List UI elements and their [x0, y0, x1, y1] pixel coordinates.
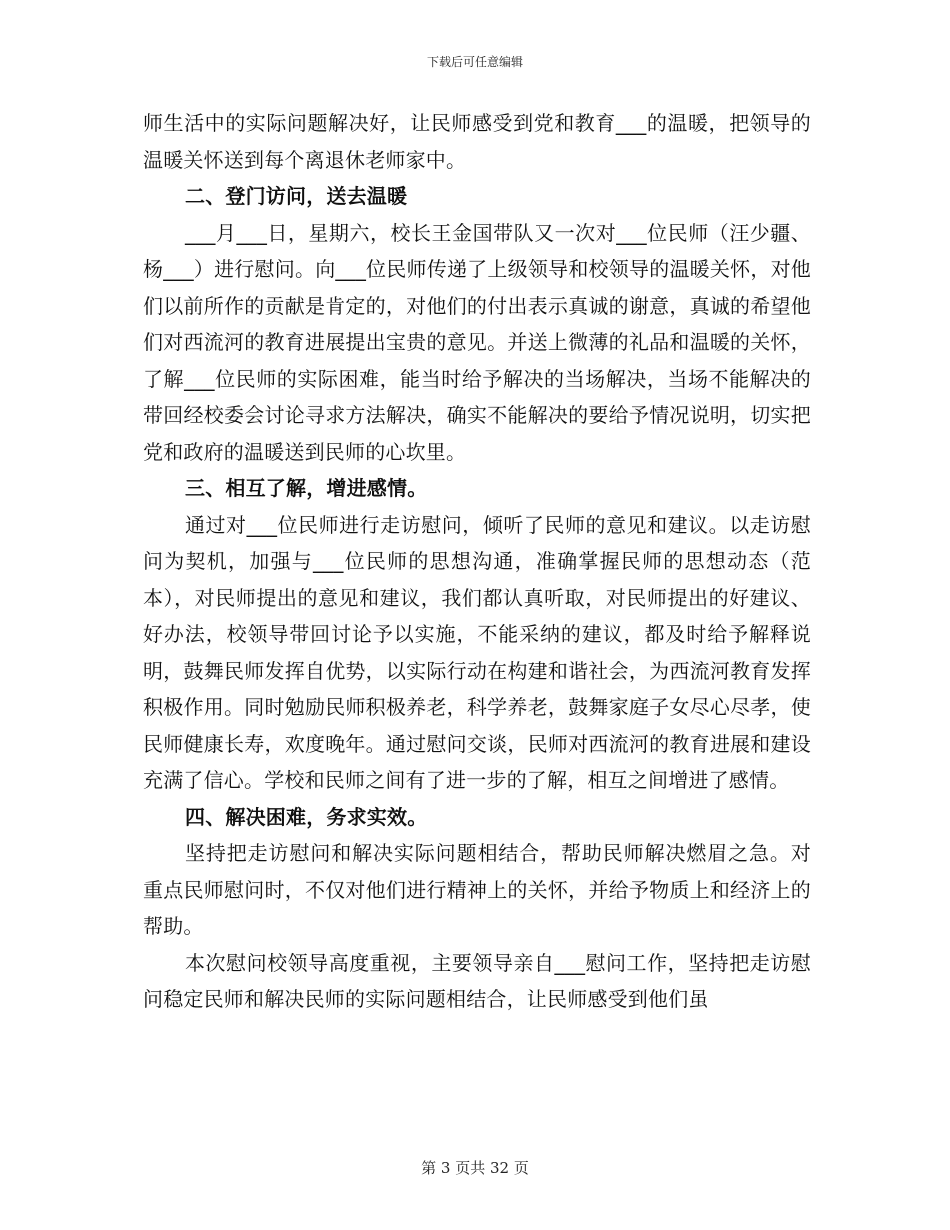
paragraph-continuation: 师生活中的实际问题解决好，让民师感受到党和教育___的温暖，把领导的温暖关怀送到每个离退休老师家中。: [143, 111, 811, 172]
paragraph-visit: ___月___日，星期六，校长王金国带队又一次对___位民师（汪少疆、杨___）进行慰问。向___位民师传递了上级领导和校领导的温暖关怀，对他们以前所作的贡献是肯定的，对他们的付出表示真诚的谢意，真诚的希望他们对西流河的教育进展提出宝贵的意见。并送上微薄的礼品和温暖的关怀，了解___位民师的实际困难，能当时给予解决的当场解决，当场不能解决的带回经校委会讨论寻求方法解决，确实不能解决的要给予情况说明，切实把党和政府的温暖送到民师的心坎里。: [143, 220, 811, 464]
paragraph-leadership: 本次慰问校领导高度重视，主要领导亲自___慰问工作，坚持把走访慰问稳定民师和解决民师的实际问题相结合，让民师感受到他们虽: [143, 950, 811, 1011]
page-number: 第 3 页共 32 页: [421, 1159, 529, 1177]
section-heading-2: 二、登门访问，送去温暖: [185, 184, 408, 208]
paragraph-solve-difficulties: 坚持把走访慰问和解决实际问题相结合，帮助民师解决燃眉之急。对重点民师慰问时，不仅对他们进行精神上的关怀，并给予物质上和经济上的帮助。: [143, 841, 811, 938]
document-body: [143, 105, 811, 1018]
section-heading-4: 四、解决困难，务求实效。: [185, 804, 428, 829]
paragraph-understanding: 通过对___位民师进行走访慰问，倾听了民师的意见和建议。以走访慰问为契机，加强与___位民师的思想沟通，准确掌握民师的思想动态（范本），对民师提出的意见和建议，我们都认真听取，对民师提出的好建议、好办法，校领导带回讨论予以实施，不能采纳的建议，都及时给予解释说明，鼓舞民师发挥自优势，以实际行动在构建和谐社会，为西流河教育发挥积极作用。同时勉励民师积极养老，科学养老，鼓舞家庭子女尽心尽孝，使民师健康长寿，欢度晚年。通过慰问交谈，民师对西流河的教育进展和建设充满了信心。学校和民师之间有了进一步的了解，相互之间增进了感情。: [143, 512, 811, 792]
section-heading-3: 三、相互了解，增进感情。: [185, 476, 428, 500]
header-note: 下载后可任意编辑: [426, 55, 523, 69]
